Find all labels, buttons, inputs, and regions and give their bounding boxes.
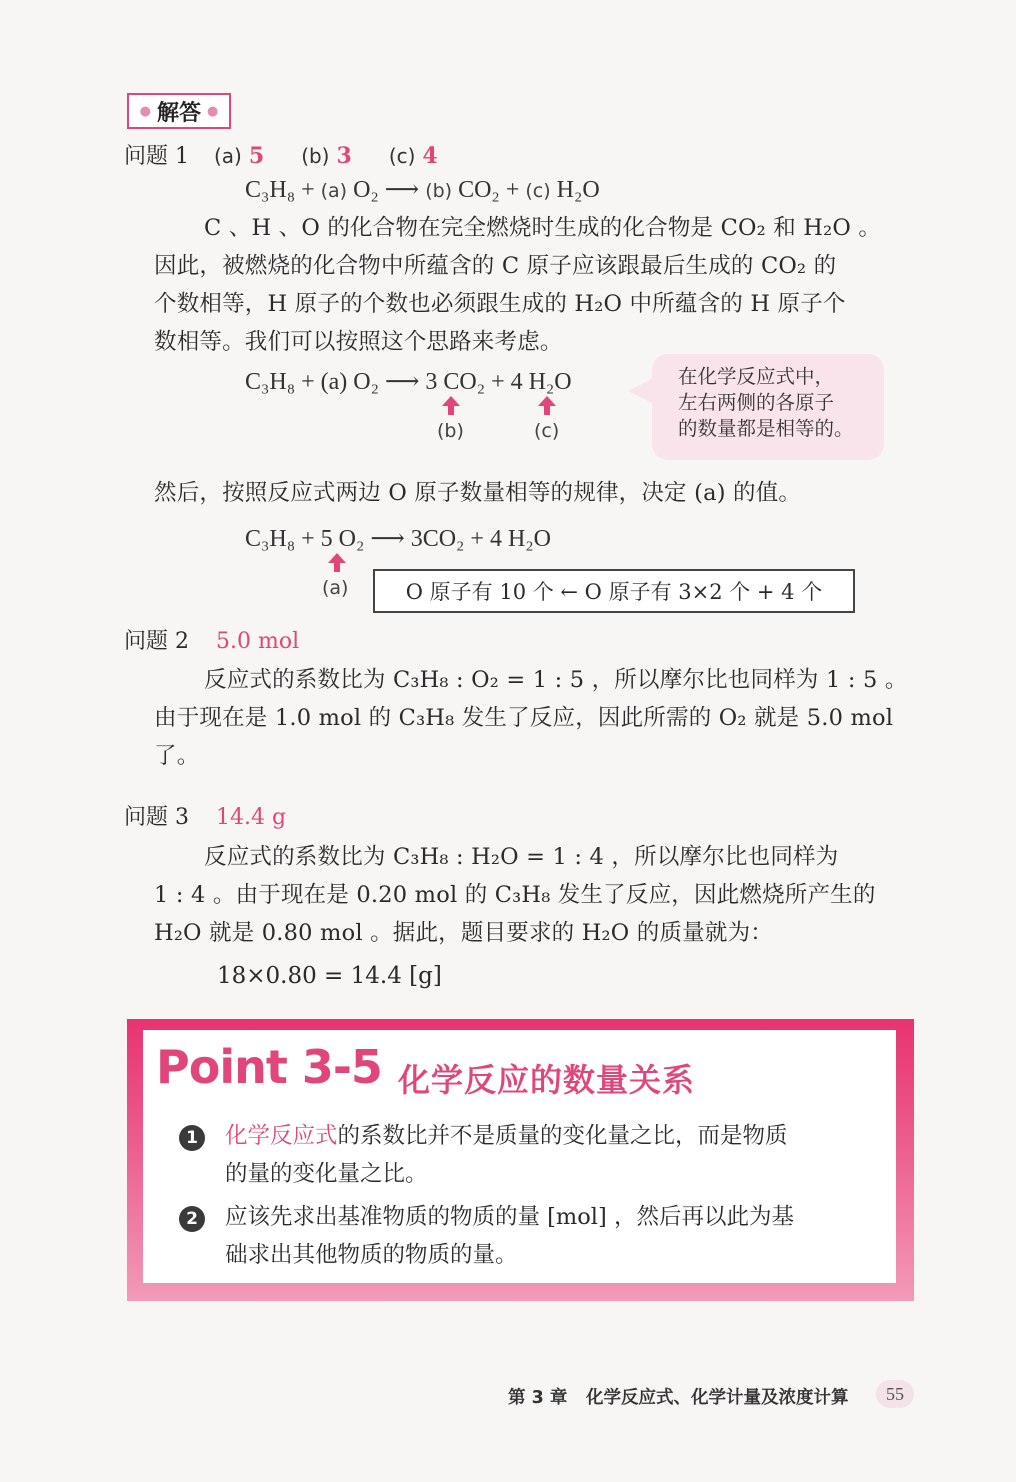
callout-text [678, 364, 878, 442]
eq3-a-label: (a) [322, 577, 349, 599]
footer-chapter: 第 3 章 [508, 1388, 568, 1408]
q1-para-line: 数相等。我们可以按照这个思路来考虑。 [154, 329, 563, 355]
q2-label: 问题 2 [124, 629, 189, 654]
equation-2 [245, 367, 572, 396]
eq1-plus: + [301, 177, 315, 203]
q1-a-label: (a) [214, 144, 242, 168]
eq1-co2: CO₂ [458, 177, 500, 203]
q1-b-value: 3 [336, 143, 352, 169]
q1-para-line: C 、H 、O 的化合物在完全燃烧时生成的化合物是 CO₂ 和 H₂O 。 [204, 215, 882, 241]
callout-line: 的数量都是相等的。 [678, 417, 854, 440]
badge-dot-icon: ● [207, 103, 219, 119]
oxygen-count-box: O 原子有 10 个 ← O 原子有 3×2 个 + 4 个 [373, 569, 855, 613]
reaction-arrow-icon: ⟶ [370, 526, 405, 552]
point-highlight-term: 化学反应式 [225, 1123, 338, 1149]
q3-label: 问题 3 [124, 805, 189, 830]
eq1-b: (b) [425, 180, 453, 202]
q2-para-line: 由于现在是 1.0 mol 的 C₃H₈ 发生了反应，因此所需的 O₂ 就是 5.0 mol [154, 705, 894, 731]
reaction-arrow-icon: ⟶ [384, 369, 420, 395]
callout-line: 左右两侧的各原子 [678, 391, 835, 414]
point-item-1-line2: 的量的变化量之比。 [225, 1161, 428, 1187]
point-item-2-line2: 础求出其他物质的物质的量。 [225, 1242, 518, 1268]
q1-c-label: (c) [388, 144, 416, 168]
q3-calculation: 18×0.80 = 14.4 [g] [217, 963, 442, 989]
q3-para-line: H₂O 就是 0.80 mol 。据此，题目要求的 H₂O 的质量就为： [154, 920, 773, 946]
q2-header [124, 624, 299, 655]
arrow-stem [334, 563, 340, 572]
number-2-icon: 2 [179, 1206, 205, 1232]
q1-header [124, 139, 438, 170]
equation-1 [245, 175, 600, 204]
q3-para-line: 1 : 4 。由于现在是 0.20 mol 的 C₃H₈ 发生了反应，因此燃烧所产生的 [154, 882, 876, 908]
q3-value: 14.4 g [216, 805, 287, 830]
q1-a-value: 5 [248, 143, 265, 169]
arrow-up-icon [328, 553, 346, 563]
point-item-2-line1: 应该先求出基准物质的物质的量 [mol] ，然后再以此为基 [225, 1204, 794, 1230]
q1-c-value: 4 [422, 143, 438, 169]
point-subtitle: 化学反应的数量关系 [398, 1061, 696, 1099]
point-item-1-line1: 的系数比并不是质量的变化量之比，而是物质 [337, 1123, 788, 1149]
callout-tail [628, 378, 654, 404]
q2-para-line: 了。 [154, 743, 200, 769]
arrow-up-icon [538, 396, 556, 406]
eq3-rhs: 3CO₂ + 4 H₂O [410, 526, 551, 552]
q3-para-line: 反应式的系数比为 C₃H₈ : H₂O = 1 : 4 ，所以摩尔比也同样为 [204, 844, 839, 870]
badge-dot-icon: ● [139, 103, 151, 119]
eq1-h2o: H₂O [556, 177, 600, 203]
point-item-1 [225, 1117, 788, 1193]
q1-b-label: (b) [301, 144, 330, 168]
arrow-stem [448, 406, 454, 415]
q1-label: 问题 1 [124, 144, 189, 169]
answer-badge [127, 93, 231, 129]
eq2-c-label: (c) [534, 420, 560, 442]
page-number: 55 [876, 1380, 914, 1408]
eq1-o2: O₂ [353, 177, 379, 203]
q2-paragraph [154, 661, 908, 775]
point-item-2 [225, 1198, 794, 1274]
q2-para-line: 反应式的系数比为 C₃H₈ : O₂ = 1 : 5 ，所以摩尔比也同样为 1 : 5 。 [204, 667, 908, 693]
q1-para-line: 因此，被燃烧的化合物中所蕴含的 C 原子应该跟最后生成的 CO₂ 的 [154, 253, 837, 279]
eq1-c3h8: C₃H₈ [245, 177, 296, 203]
q1-then-text: 然后，按照反应式两边 O 原子数量相等的规律，决定 (a) 的值。 [154, 480, 802, 506]
number-1-icon: 1 [179, 1125, 205, 1151]
q3-paragraph [154, 838, 876, 952]
answer-badge-label: 解答 [156, 100, 201, 126]
footer-title: 化学反应式、化学计量及浓度计算 [586, 1388, 849, 1408]
q1-paragraph [154, 209, 881, 361]
reaction-arrow-icon: ⟶ [384, 177, 420, 203]
q3-header [124, 800, 286, 831]
eq2-lhs: C₃H₈ + (a) O₂ [245, 369, 379, 395]
q1-para-line: 个数相等，H 原子的个数也必须跟生成的 H₂O 中所蕴含的 H 原子个 [154, 291, 846, 317]
arrow-up-icon [442, 396, 460, 406]
eq1-c: (c) [525, 180, 551, 202]
eq3-lhs: C₃H₈ + 5 O₂ [245, 526, 365, 552]
eq2-rhs: 3 CO₂ + 4 H₂O [425, 369, 572, 395]
point-title: Point 3-5 [156, 1040, 382, 1094]
eq2-b-label: (b) [437, 420, 464, 442]
eq1-plus: + [505, 177, 520, 203]
arrow-stem [544, 406, 550, 415]
equation-3 [245, 524, 551, 553]
callout-line: 在化学反应式中， [678, 365, 835, 388]
q2-value: 5.0 mol [216, 629, 300, 654]
eq1-a: (a) [320, 180, 348, 202]
